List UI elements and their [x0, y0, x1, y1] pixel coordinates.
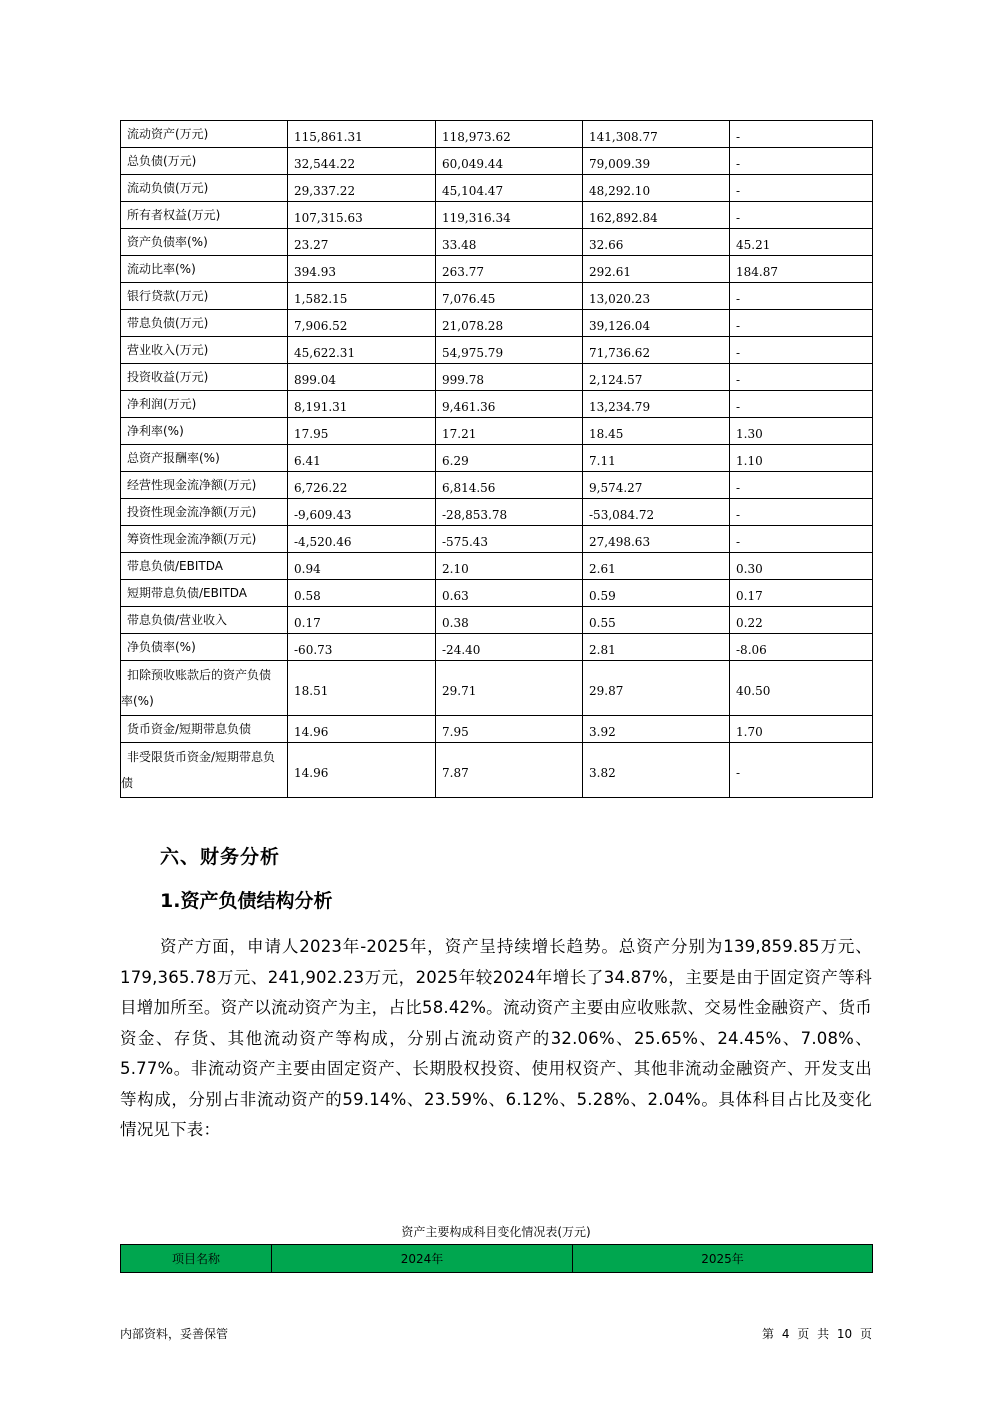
table-row: [121, 553, 873, 580]
cell-value: 23.27: [288, 229, 436, 256]
asset-structure-table: [120, 1244, 873, 1273]
cell-value: 7.11: [583, 445, 730, 472]
cell-value: 40.50: [730, 661, 873, 716]
financial-table-body: [121, 121, 873, 798]
table-row: [121, 283, 873, 310]
table-row: [121, 472, 873, 499]
table-row: [121, 418, 873, 445]
cell-value: 1.70: [730, 716, 873, 743]
cell-value: 32.66: [583, 229, 730, 256]
cell-value: 2,124.57: [583, 364, 730, 391]
cell-value: 6.41: [288, 445, 436, 472]
footer-page-number: 第 4 页 共 10 页: [762, 1327, 872, 1341]
section-heading: 六、财务分析: [160, 846, 281, 868]
cell-value: 18.45: [583, 418, 730, 445]
cell-value: -: [730, 337, 873, 364]
row-label: 非受限货币资金/短期带息负债: [121, 743, 288, 798]
cell-value: -: [730, 472, 873, 499]
cell-value: 6.29: [436, 445, 583, 472]
row-label: 净利率(%): [121, 418, 288, 445]
table-row: [121, 256, 873, 283]
table-row: [121, 661, 873, 716]
cell-value: 13,020.23: [583, 283, 730, 310]
cell-value: 45.21: [730, 229, 873, 256]
cell-value: 119,316.34: [436, 202, 583, 229]
cell-value: 7,906.52: [288, 310, 436, 337]
cell-value: 54,975.79: [436, 337, 583, 364]
row-label: 总资产报酬率(%): [121, 445, 288, 472]
cell-value: 39,126.04: [583, 310, 730, 337]
cell-value: 0.59: [583, 580, 730, 607]
cell-value: -53,084.72: [583, 499, 730, 526]
cell-value: 0.63: [436, 580, 583, 607]
cell-value: 17.21: [436, 418, 583, 445]
cell-value: 14.96: [288, 716, 436, 743]
cell-value: -: [730, 175, 873, 202]
cell-value: 7,076.45: [436, 283, 583, 310]
cell-value: 184.87: [730, 256, 873, 283]
cell-value: -28,853.78: [436, 499, 583, 526]
row-label: 总负债(万元): [121, 148, 288, 175]
cell-value: 71,736.62: [583, 337, 730, 364]
row-label: 筹资性现金流净额(万元): [121, 526, 288, 553]
cell-value: 141,308.77: [583, 121, 730, 148]
row-label: 营业收入(万元): [121, 337, 288, 364]
row-label: 货币资金/短期带息负债: [121, 716, 288, 743]
table-header-row: [121, 1245, 873, 1273]
cell-value: 0.22: [730, 607, 873, 634]
cell-value: 9,461.36: [436, 391, 583, 418]
table-row: [121, 607, 873, 634]
cell-value: 0.30: [730, 553, 873, 580]
cell-value: 2.10: [436, 553, 583, 580]
table-row: [121, 175, 873, 202]
cell-value: -: [730, 310, 873, 337]
table-row: [121, 148, 873, 175]
cell-value: 6,726.22: [288, 472, 436, 499]
cell-value: 7.87: [436, 743, 583, 798]
table-row: [121, 229, 873, 256]
cell-value: 292.61: [583, 256, 730, 283]
cell-value: 9,574.27: [583, 472, 730, 499]
cell-value: 0.17: [288, 607, 436, 634]
table-row: [121, 337, 873, 364]
header-item-name: 项目名称: [121, 1245, 272, 1273]
row-label: 流动负债(万元): [121, 175, 288, 202]
cell-value: -4,520.46: [288, 526, 436, 553]
footer-confidential-note: 内部资料，妥善保管: [120, 1327, 229, 1341]
cell-value: -9,609.43: [288, 499, 436, 526]
cell-value: 18.51: [288, 661, 436, 716]
cell-value: 3.92: [583, 716, 730, 743]
cell-value: 2.81: [583, 634, 730, 661]
cell-value: 394.93: [288, 256, 436, 283]
row-label: 短期带息负债/EBITDA: [121, 580, 288, 607]
cell-value: 21,078.28: [436, 310, 583, 337]
cell-value: 45,104.47: [436, 175, 583, 202]
table-row: [121, 121, 873, 148]
cell-value: -8.06: [730, 634, 873, 661]
table-row: [121, 499, 873, 526]
table-row: [121, 391, 873, 418]
cell-value: 13,234.79: [583, 391, 730, 418]
cell-value: 3.82: [583, 743, 730, 798]
header-year-2024: 2024年: [272, 1245, 573, 1273]
row-label: 所有者权益(万元): [121, 202, 288, 229]
row-label: 投资性现金流净额(万元): [121, 499, 288, 526]
cell-value: 999.78: [436, 364, 583, 391]
cell-value: 32,544.22: [288, 148, 436, 175]
cell-value: -24.40: [436, 634, 583, 661]
section-subheading: 1.资产负债结构分析: [160, 890, 333, 912]
table-row: [121, 580, 873, 607]
cell-value: 0.58: [288, 580, 436, 607]
cell-value: -: [730, 364, 873, 391]
row-label: 扣除预收账款后的资产负债率(%): [121, 661, 288, 716]
cell-value: 17.95: [288, 418, 436, 445]
cell-value: -: [730, 499, 873, 526]
table-row: [121, 364, 873, 391]
cell-value: 8,191.31: [288, 391, 436, 418]
cell-value: 45,622.31: [288, 337, 436, 364]
cell-value: -575.43: [436, 526, 583, 553]
row-label: 带息负债/营业收入: [121, 607, 288, 634]
row-label: 净负债率(%): [121, 634, 288, 661]
cell-value: 33.48: [436, 229, 583, 256]
cell-value: 6,814.56: [436, 472, 583, 499]
cell-value: 29.87: [583, 661, 730, 716]
cell-value: 48,292.10: [583, 175, 730, 202]
row-label: 流动比率(%): [121, 256, 288, 283]
cell-value: 29.71: [436, 661, 583, 716]
cell-value: 29,337.22: [288, 175, 436, 202]
row-label: 经营性现金流净额(万元): [121, 472, 288, 499]
cell-value: 162,892.84: [583, 202, 730, 229]
row-label: 净利润(万元): [121, 391, 288, 418]
cell-value: 0.55: [583, 607, 730, 634]
cell-value: 60,049.44: [436, 148, 583, 175]
row-label: 银行贷款(万元): [121, 283, 288, 310]
table-row: [121, 202, 873, 229]
cell-value: 27,498.63: [583, 526, 730, 553]
cell-value: 0.94: [288, 553, 436, 580]
cell-value: 0.17: [730, 580, 873, 607]
cell-value: -: [730, 526, 873, 553]
analysis-paragraph: 资产方面，申请人2023年-2025年，资产呈持续增长趋势。总资产分别为139,859.85万元、179,365.78万元、241,902.23万元，2025年较2024年增长了34.87%，主要是由于固定资产等科目增加所至。资产以流动资产为主，占比58.42%。流动资产主要由应收账款、交易性金融资产、货币资金、存货、其他流动资产等构成，分别占流动资产的32.06%、25.65%、24.45%、7.08%、5.77%。非流动资产主要由固定资产、长期股权投资、使用权资产、其他非流动金融资产、开发支出等构成，分别占非流动资产的59.14%、23.59%、6.12%、5.28%、2.04%。具体科目占比及变化情况见下表：: [120, 937, 872, 1139]
table-caption: 资产主要构成科目变化情况表(万元): [401, 1225, 591, 1239]
cell-value: 0.38: [436, 607, 583, 634]
row-label: 投资收益(万元): [121, 364, 288, 391]
row-label: 带息负债/EBITDA: [121, 553, 288, 580]
table-row: [121, 526, 873, 553]
cell-value: -: [730, 148, 873, 175]
cell-value: 899.04: [288, 364, 436, 391]
cell-value: 2.61: [583, 553, 730, 580]
cell-value: 14.96: [288, 743, 436, 798]
table-row: [121, 743, 873, 798]
cell-value: 79,009.39: [583, 148, 730, 175]
cell-value: 7.95: [436, 716, 583, 743]
table-row: [121, 310, 873, 337]
cell-value: -: [730, 202, 873, 229]
table-row: [121, 445, 873, 472]
cell-value: 263.77: [436, 256, 583, 283]
cell-value: -: [730, 743, 873, 798]
cell-value: 1,582.15: [288, 283, 436, 310]
financial-indicators-table: [120, 120, 873, 798]
cell-value: 115,861.31: [288, 121, 436, 148]
table-row: [121, 716, 873, 743]
cell-value: -: [730, 283, 873, 310]
row-label: 流动资产(万元): [121, 121, 288, 148]
row-label: 带息负债(万元): [121, 310, 288, 337]
cell-value: -: [730, 391, 873, 418]
header-year-2025: 2025年: [573, 1245, 873, 1273]
cell-value: 118,973.62: [436, 121, 583, 148]
cell-value: -60.73: [288, 634, 436, 661]
row-label: 资产负债率(%): [121, 229, 288, 256]
cell-value: 1.10: [730, 445, 873, 472]
cell-value: 107,315.63: [288, 202, 436, 229]
cell-value: 1.30: [730, 418, 873, 445]
cell-value: -: [730, 121, 873, 148]
table-row: [121, 634, 873, 661]
